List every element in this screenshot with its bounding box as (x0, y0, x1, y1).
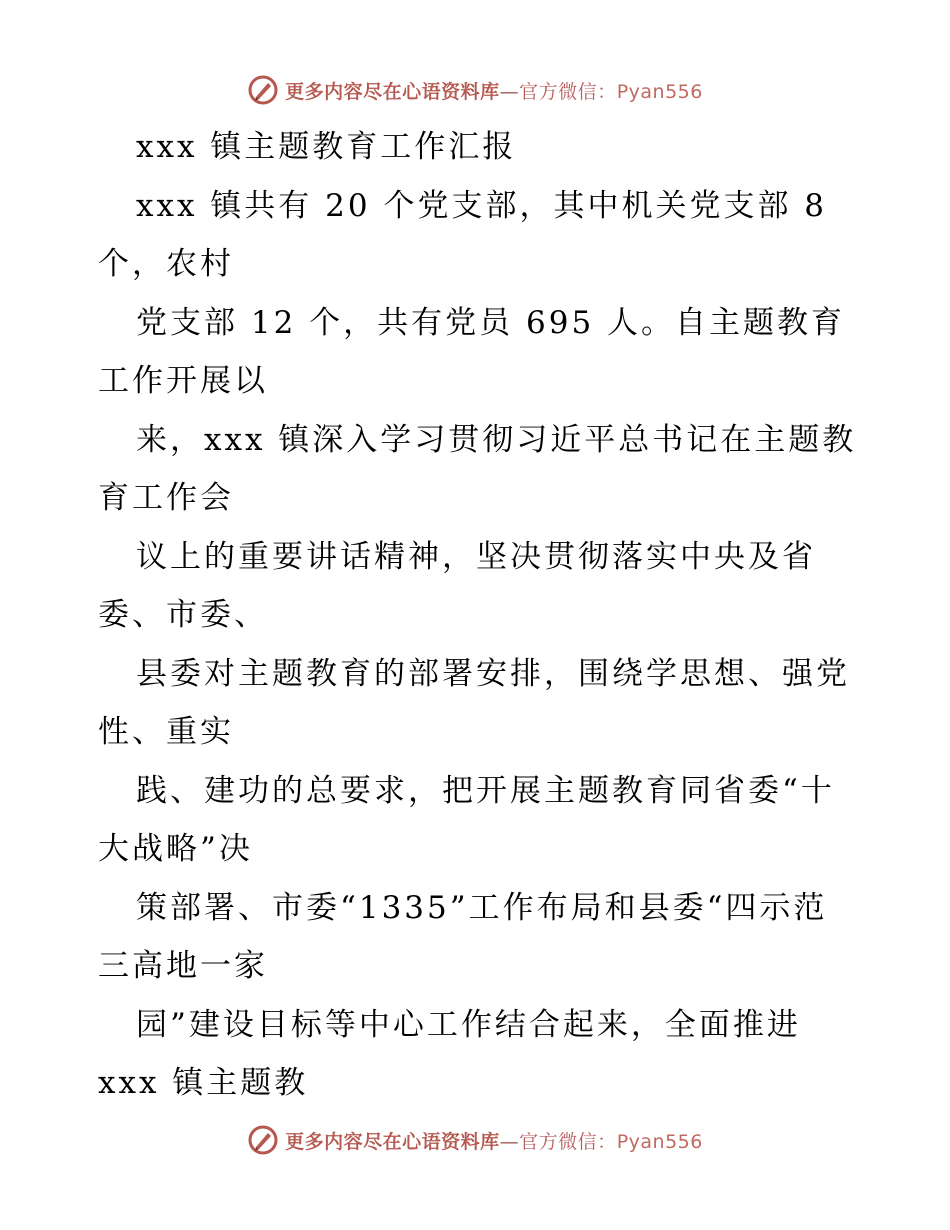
text-line: 议上的重要讲话精神，坚决贯彻落实中央及省 (136, 538, 816, 575)
pen-logo-icon (247, 1124, 279, 1156)
pen-logo-icon (247, 74, 279, 106)
text-line: 育工作会 (98, 480, 234, 516)
text-line: 策部署、市委“1335”工作布局和县委“四示范 (136, 889, 828, 926)
header-watermark (0, 70, 950, 110)
text-line: 来，xxx 镇深入学习贯彻习近平总书记在主题教 (136, 421, 857, 458)
text-line: xxx 镇共有 20 个党支部，其中机关党支部 8 (136, 187, 828, 224)
text-line: 园”建设目标等中心工作结合起来，全面推进 (136, 1006, 801, 1043)
text-line: 工作开展以 (98, 363, 268, 399)
watermark-text (285, 1127, 703, 1154)
text-line: 践、建功的总要求，把开展主题教育同省委“十 (136, 772, 835, 809)
text-line: 委、市委、 (98, 597, 268, 633)
watermark-main: 更多内容尽在心语资料库 (285, 80, 500, 103)
watermark-account-label: 官方微信： (519, 1130, 617, 1153)
watermark-text (285, 77, 703, 104)
watermark-account-handle: Pyan556 (616, 80, 703, 103)
watermark-separator: — (499, 80, 520, 103)
footer-watermark (0, 1120, 950, 1160)
text-line: 个，农村 (98, 246, 234, 282)
text-line: 党支部 12 个，共有党员 695 人。自主题教育 (136, 304, 846, 341)
watermark-account-handle: Pyan556 (616, 1130, 703, 1153)
text-line: 大战略”决 (98, 831, 253, 867)
text-line: xxx 镇主题教 (98, 1065, 309, 1101)
text-line: xxx 镇主题教育工作汇报 (136, 129, 517, 165)
watermark-account-label: 官方微信： (519, 80, 617, 103)
text-line: 三高地一家 (98, 948, 268, 984)
text-line: 性、重实 (98, 714, 234, 750)
document-body (98, 118, 858, 1113)
text-line: 县委对主题教育的部署安排，围绕学思想、强党 (136, 655, 850, 692)
watermark-main: 更多内容尽在心语资料库 (285, 1130, 500, 1153)
watermark-separator: — (499, 1130, 520, 1153)
